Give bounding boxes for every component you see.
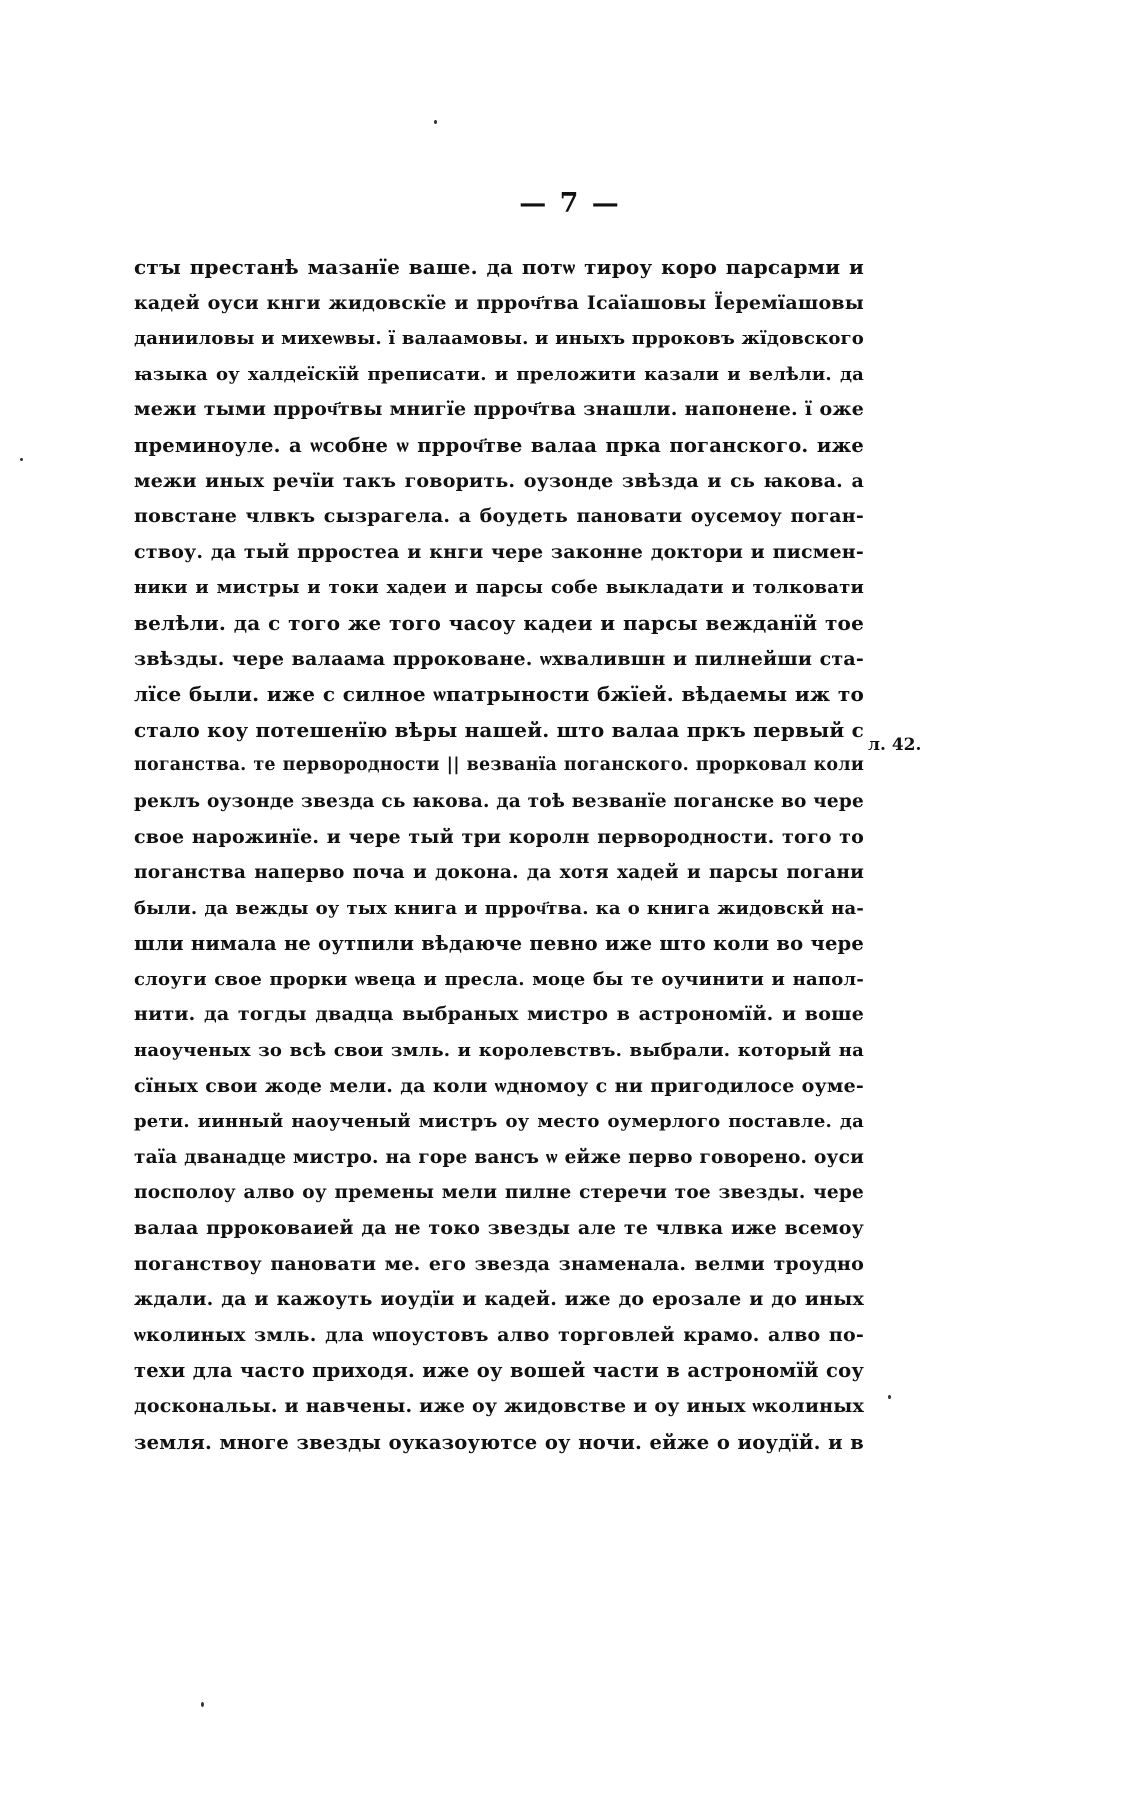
text-line: поганствоу пановати ме. его звезда знаменала. велми троудно [134,1252,864,1275]
text-line: лїсе были. иже с силное ѡпатрыности бжїей. вѣдаемы иж то [134,682,864,707]
text-line: межи иных речїи такъ говорить. оузонде звѣзда и сь ꙗкова. а [134,469,864,492]
text-line: таїа дванадце мистро. на горе вансъ ѡ ейже перво говорено. оуси [134,1146,864,1168]
text-line: валаа прроковаией да не токо звезды але те члвка иже всемоу [134,1217,864,1240]
text-line: доскональы. и навчены. иже оу жидовстве и оу иных ѡколиных [134,1395,864,1417]
text-line: реклъ оузонде звезда сь ꙗкова. да тоѣ везванїе поганске во чере [134,790,864,812]
text-line: кадей оуси кнги жидовскїе и прроч҃тва Ісаїашовы Їеремїашовы [134,291,864,314]
text-line: земля. многе звезды оуказоуютсе оу ночи. ейже о иоудїй. и в [134,1430,864,1454]
text-line: нити. да тогды двадца выбраных мистро в астрономїй. и воше [134,1003,864,1026]
text-line: были. да вежды оу тых книга и прроч҃тва. ка о книга жидовскй на- [134,897,864,919]
text-line: велѣли. да с того же того часоу кадеи и парсы вежданїй тое [134,610,864,635]
text-line: межи тыми прроч҃твы мнигїе прроч҃тва знашли. напонене. ї оже [134,398,864,421]
text-line: данииловы и михеѡвы. ї валаамовы. и иныхъ прроковъ жїдовского [134,328,864,350]
text-line: свое нарожинїе. и чере тый три королн первородности. того то [134,825,864,848]
text-line: стꙑ престанѣ мазанїе ваше. да потѡ тироу коро парсарми и [134,255,864,279]
text-line: стало коу потешенїю вѣры нашей. што валаа пркъ первый с [134,717,864,742]
text-line: ствоу. да тый прростеа и кнги чере законне доктори и писмен- [134,540,864,563]
text-line: техи дла часто приходя. иже оу вошей части в астрономїй соу [134,1359,864,1383]
page-number: — 7 — [519,188,621,219]
text-line: повстане члвкъ сызрагела. а боудеть пановати оусемоу поган- [134,505,864,528]
print-speck [888,1395,891,1399]
text-line: ѡколиных змль. дла ѡпоустовъ алво торговлей крамо. алво по- [134,1323,864,1346]
margin-note: л. 42. [868,735,922,755]
print-speck [201,1702,204,1707]
text-line: сїных свои жоде мели. да коли ѡдномоу с ни пригодилосе оуме- [134,1074,864,1097]
text-line: ники и мистры и токи хадеи и парсы собе выкладати и толковати [134,577,864,599]
text-line: наоученых зо всѣ свои змль. и королевствъ. выбрали. который на [134,1040,864,1062]
text-line: преминоуле. а ѡсобне ѡ прроч҃тве валаа прка поганского. иже [134,433,864,457]
print-speck [20,458,23,461]
text-line: поганства наперво поча и докона. да хотя хадей и парсы погани [134,862,864,884]
text-line: шли нимала не оутпили вѣдаюче певно иже што коли во чере [134,932,864,956]
print-speck [434,120,437,124]
text-line: посполоу алво оу премены мели пилне стеречи тое звезды. чере [134,1182,864,1204]
text-line: ꙗзыка оу халдеїскїй преписати. и преложити казали и велѣли. да [134,363,864,385]
text-line: поганства. те первородности || везванїа поганского. прорковал коли [134,755,864,776]
text-line: звѣзды. чере валаама прроковане. ѡхвалившн и пилнейши ста- [134,647,864,670]
text-line: рети. иинный наоученый мистръ оу место оумерлого поставле. да [134,1111,864,1133]
body-text [134,250,864,1460]
text-line: ждали. да и кажоуть иоудїи и кадей. иже до ерозале и до иных [134,1288,864,1311]
text-line: слоуги свое прорки ѡвеца и пресла. моце бы те оучинити и напол- [134,968,864,990]
